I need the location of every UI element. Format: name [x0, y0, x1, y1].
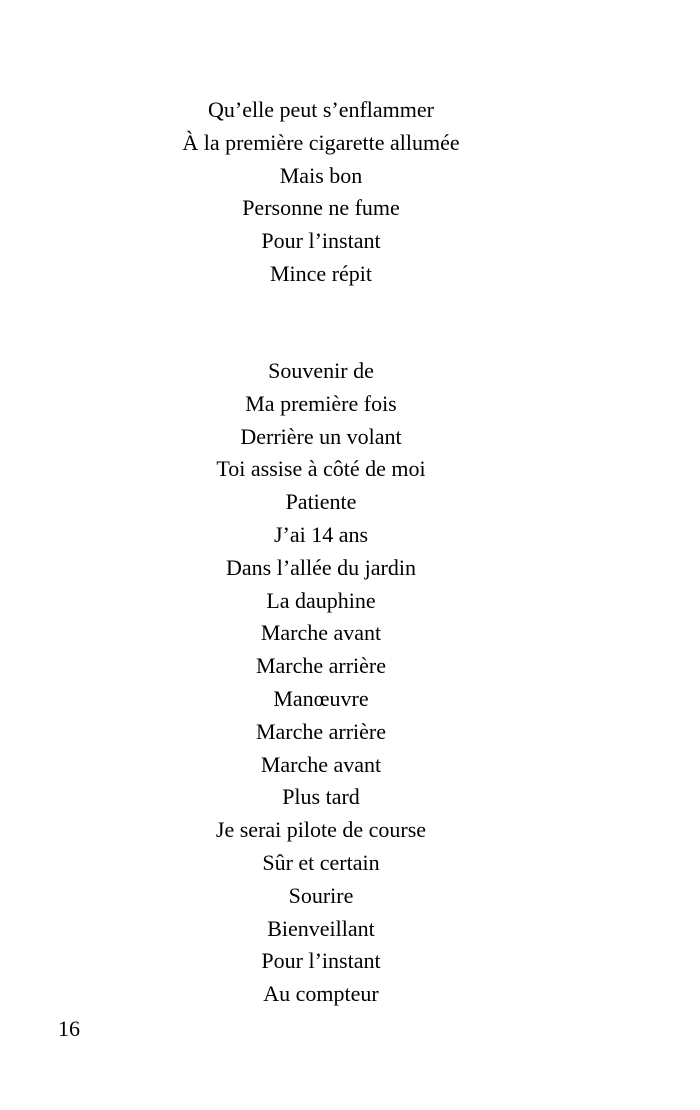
- poem-line: Marche arrière: [255, 653, 387, 679]
- poem-line: Derrière un volant: [240, 423, 402, 449]
- page-number: 16: [58, 1016, 80, 1041]
- poem-line: Sourire: [288, 882, 354, 908]
- poem-line: Patiente: [285, 489, 357, 515]
- poem-line: Plus tard: [282, 784, 360, 810]
- poem-line: Ma première fois: [245, 390, 397, 416]
- poem-line: J’ai 14 ans: [273, 521, 369, 547]
- poem-line: Mais bon: [279, 162, 363, 188]
- poem-stanza-2: [0, 355, 642, 1011]
- poem-line: Toi assise à côté de moi: [216, 456, 426, 482]
- poem-line: À la première cigarette allumée: [182, 129, 460, 155]
- poem-line: Marche arrière: [255, 718, 387, 744]
- poem-line: Dans l’allée du jardin: [226, 554, 416, 580]
- poem-line: Personne ne fume: [242, 195, 400, 221]
- poem-line: Marche avant: [260, 751, 382, 777]
- poem-line: Mince répit: [269, 260, 373, 286]
- poem-line: Au compteur: [263, 981, 379, 1007]
- poem-line: Manœuvre: [273, 685, 369, 711]
- poem-line: La dauphine: [266, 587, 376, 613]
- poem-line: Pour l’instant: [261, 228, 381, 254]
- poem-stanza-1: [0, 94, 642, 291]
- poem-line: Marche avant: [260, 620, 382, 646]
- poem-line: Pour l’instant: [261, 948, 381, 974]
- poem-line: Je serai pilote de course: [215, 817, 427, 843]
- poem-line: Souvenir de: [268, 358, 374, 383]
- poem-line: Sûr et certain: [262, 849, 380, 875]
- poem-line: Qu’elle peut s’enflammer: [207, 97, 434, 122]
- poem-line: Bienveillant: [267, 915, 375, 941]
